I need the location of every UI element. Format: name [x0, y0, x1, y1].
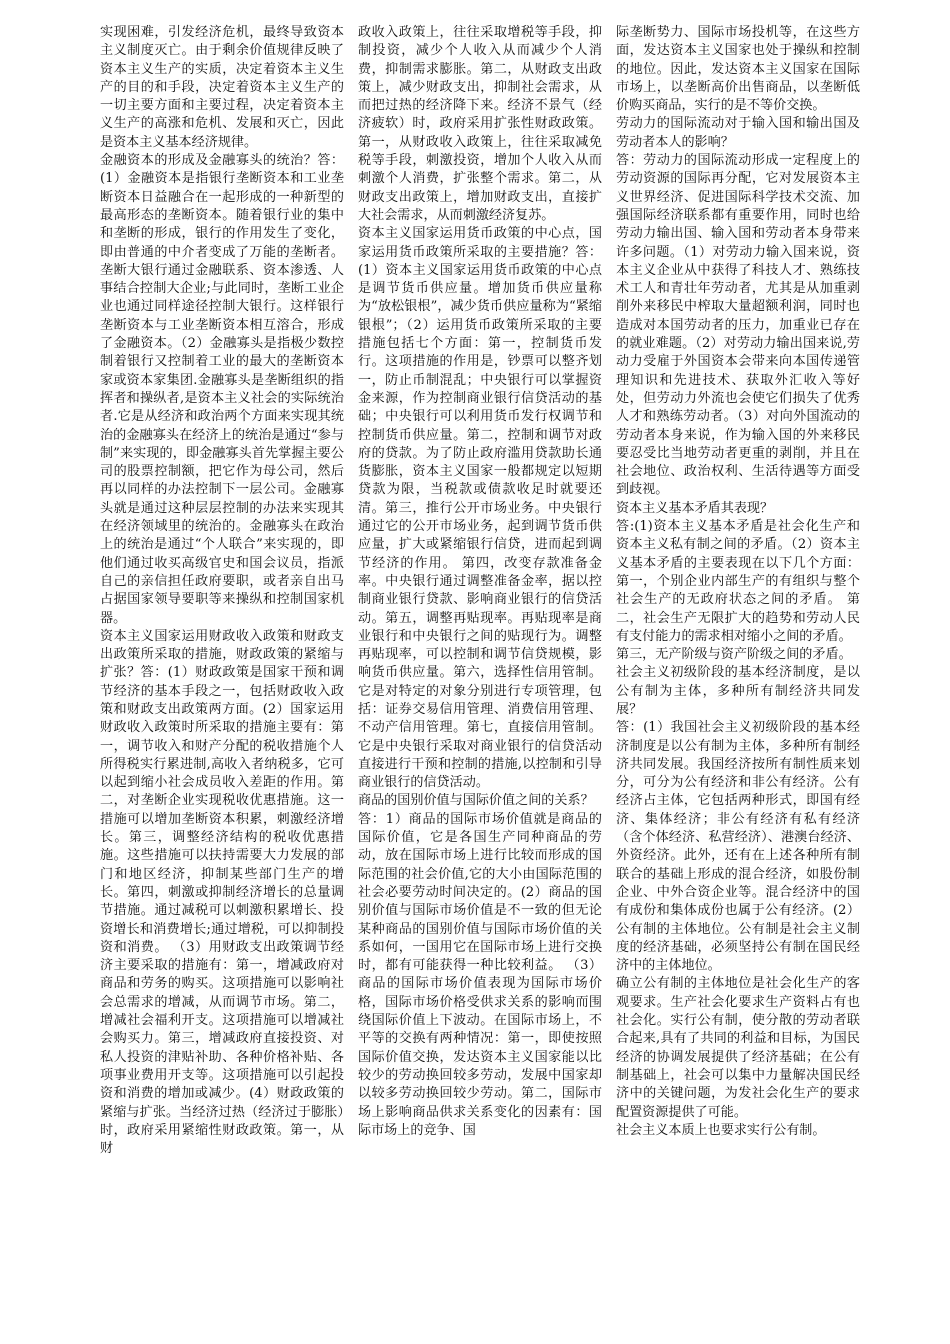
- question-heading: 劳动力的国际流动对于输入国和输出国及劳动者本人的影响？: [616, 116, 860, 150]
- paragraph: 政收入政策上，往往采取增税等手段，抑制投资，减少个人收入从而减少个人消费，抑制需求膨胀。第二，从财政支出政策上，减少财政支出，抑制社会需求，从而把过热的经济降下来。经济不景气（经济疲软）时，政府采用扩张性财政政策。第一，从财政收入政策上，往往采取减免税等手段，刺激投资，增加个人收入从而刺激个人消费，扩张整个需求。第二，从财政支出政策上，增加财政支出，直接扩大社会需求，从而刺激经济复苏。: [358, 25, 602, 223]
- paragraph: 答：劳动力的国际流动形成一定程度上的劳动资源的国际再分配，它对发展资本主义世界经济、促进国际科学技术交流、加强国际经济联系都有重要作用，同时也给劳动力输出国、输入国和劳动者本身带来许多问题。（1）对劳动力输入国来说，资本主义企业从中获得了科技人才、熟练技术工人和青壮年劳动者，尤其是从加重剥削外来移民中榨取大量超额利润，同时也造成对本国劳动者的压力，加重业已存在的就业难题。（2）对劳动力输出国来说,劳动力受雇于外国资本会带来向本国传递管理知识和先进技术、获取外汇收入等好处，但劳动力外流也会使它们损失了优秀人才和熟练劳动者。（3）对向外国流动的劳动者本身来说，作为输入国的外来移民要忍受比当地劳动者更重的剥削，并且在社会地位、政治权利、生活待遇等方面受到歧视。: [616, 153, 860, 498]
- question-heading: 社会主义初级阶段的基本经济制度，是以公有制为主体，多种所有制经济共同发展？: [616, 665, 860, 717]
- document-page: [100, 24, 860, 1334]
- paragraph: 答：1）商品的国际市场价值就是商品的国际价值，它是各国生产同种商品的劳动，放在国际市场上进行比较而形成的国际范围的社会价值,它的大小由国际范围的社会必要劳动时间决定的。(2）商品的国别价值与国际市场价值是不一致的但无论某种商品的国别价值与国际市场价值的关系如何，一国用它在国际市场上进行交换时，都有可能获得一种比较利益。 （3）商品的国际市场价值表现为国际市场价格，国际市场价格受供求关系的影响而围绕国际价值上下波动。在国际市场上，不平等的交换有两种情况：第一，即使按照国际价值交换，发达资本主义国家能以比较少的劳动换回较多劳动，发展中国家却以较多劳动换回较少劳动。第二，国际市场上影响商品供求关系变化的因素有：国际市场上的竞争、国: [358, 811, 602, 1138]
- paragraph: 资本主义国家运用货币政策的中心点，国家运用货币政策所采取的主要措施？答：(1）资本主义国家运用货币政策的中心点是调节货币供应量。增加货币供应量称为“放松银根”，减少货币供应量称为“紧缩银根”；（2）运用货币政策所采取的主要措施包括七个方面：第一，控制货币发行。这项措施的作用是，钞票可以整齐划一，防止币制混乱；中央银行可以掌握资金来源，作为控制商业银行信贷活动的基础；中央银行可以利用货币发行权调节和控制货币供应量。第二，控制和调节对政府的贷款。为了防止政府滥用贷款助长通货膨胀，资本主义国家一般都规定以短期贷款为限，当税款或债款收足时就要还清。第三，推行公开市场业务。中央银行通过它的公开市场业务，起到调节货币供应量，扩大或紧缩银行信贷，进而起到调节经济的作用。 第四，改变存款准备金率。中央银行通过调整准备金率，据以控制商业银行贷款、影响商业银行的信贷活动。第五，调整再贴现率。再贴现率是商业银行和中央银行之间的贴现行为。调整再贴现率，可以控制和调节信贷规模，影响货币供应量。第六，选择性信用管制。它是对特定的对象分别进行专项管理，包括：证券交易信用管理、消费信用管理、不动产信用管理。第七，直接信用管制。它是中央银行采取对商业银行的信贷活动直接进行干预和控制的措施,以控制和引导商业银行的信贷活动。: [358, 226, 602, 791]
- paragraph: 确立公有制的主体地位是社会化生产的客观要求。生产社会化要求生产资料占有也社会化。实行公有制，使分散的劳动者联合起来,具有了共同的利益和目标，为国民经济的协调发展提供了经济基础；在公有制基础上，社会可以集中力量解决国民经济中的关键问题，为发社会化生产的要求配置资源提供了可能。: [616, 976, 860, 1120]
- text-column-1: [100, 24, 344, 1334]
- paragraph: 金融资本的形成及金融寡头的统治？答：(1）金融资本是指银行垄断资本和工业垄断资本日益融合在一起形成的一种新型的最高形态的垄断资本。随着银行业的集中和垄断的形成，银行的作用发生了变化，即由普通的中介者变成了万能的垄断者。垄断大银行通过金融联系、资本渗透、人事结合控制大企业;与此同时，垄断工业企业也通过同样途径控制大银行。这样银行垄断资本与工业垄断资本相互溶合，形成了金融资本。（2）金融寡头是指极少数控制着银行又控制着工业的最大的垄断资本家或资本家集团.金融寡头是垄断组织的指挥者和操纵者,是资本主义社会的实际统治者.它是从经济和政治两个方面来实现其统治的金融寡头在经济上的统治是通过“参与制”来实现的，即金融寡头首先掌握主要公司的股票控制额，把它作为母公司，然后再以同样的办法控制下一层公司。金融寡头就是通过这种层层控制的办法来实现其在经济领域里的统治的。金融寡头在政治上的统治是通过“个人联合”来实现的，即他们通过收买高级官史和国会议员，指派自己的亲信担任政府要职，或者亲自出马占据国家领导要职等来操纵和控制国家机器。: [100, 153, 344, 626]
- question-heading: 商品的国别价值与国际价值之间的关系？: [358, 793, 594, 809]
- paragraph: 答：(1）我国社会主义初级阶段的基本经济制度是以公有制为主体，多种所有制经济共同发展。我国经济按所有制性质来划分，可分为公有经济和非公有经济。公有经济占主体，它包括两种形式，即国有经济、集体经济；非公有经济有私有经济（含个体经济、私营经济）、港澳台经济、外资经济。此外，还有在上述各种所有制联合的基础上形成的混合经济，如股份制企业、中外合资企业等。混合经济中的国有成份和集体成份也属于公有经济。(2）公有制的主体地位。公有制是社会主义制度的经济基础，必须坚持公有制在国民经济中的主体地位。: [616, 720, 860, 974]
- text-column-3: [616, 24, 860, 1334]
- paragraph: 资本主义国家运用财政收入政策和财政支出政策所采取的措施，财政政策的紧缩与扩张？答：(1）财政政策是国家干预和调节经济的基本手段之一，包括财政收入政策和财政支出政策两方面。(2）国家运用财政收入政策时所采取的措施主要有：第一，调节收入和财产分配的税收措施个人所得税实行累进制,高收入者纳税多，它可以起到缩小社会成员收入差距的作用。第二，对垄断企业实现税收优惠措施。这一措施可以增加垄断资本积累，刺激经济增长。第三，调整经济结构的税收优惠措施。这些措施可以扶持需要大力发展的部门和地区经济，抑制某些部门生产的增长。第四，刺激或抑制经济增长的总量调节措施。通过减税可以刺激积累增长、投资增长和消费增长;通过增税，可以抑制投资和消费。 （3）用财政支出政策调节经济主要采取的措施有：第一，增减政府对商品和劳务的购买。这项措施可以影响社会总需求的增减，从而调节市场。第二，增减社会福利开支。这项措施可以增减社会购买力。第三，增减政府直接投资、对私人投资的津贴补助、各种价格补贴、各项事业费用开支等。这项措施可以引起投资和消费的增加或减少。(4）财政政策的紧缩与扩张。当经济过热（经济过于膨胀）时，政府采用紧缩性财政政策。第一，从财: [100, 628, 344, 1157]
- question-heading: 资本主义基本矛盾其表现？: [616, 500, 774, 516]
- paragraph: 实现困难，引发经济危机，最终导致资本主义制度灭亡。由于剩余价值规律反映了资本主义生产的实质，决定着资本主义生产的目的和手段，决定着资本主义生产的一切主要方面和主要过程，决定着资本主义生产的高涨和危机、发展和灭亡，因此是资本主义基本经济规律。: [100, 25, 344, 150]
- paragraph: 际垄断势力、国际市场投机等，在这些方面，发达资本主义国家也处于操纵和控制的地位。因此，发达资本主义国家在国际市场上，以垄断高价出售商品，以垄断低价购买商品，实行的是不等价交换。: [616, 25, 860, 114]
- paragraph: 社会主义本质上也要求实行公有制。: [616, 1122, 826, 1138]
- text-column-2: [358, 24, 602, 1334]
- paragraph: 第三，无产阶级与资产阶级之间的矛盾。: [616, 647, 852, 663]
- paragraph: 答:(1)资本主义基本矛盾是社会化生产和资本主义私有制之间的矛盾。（2）资本主义基本矛盾的主要表现在以下几个方面： 第一，个别企业内部生产的有组织与整个社会生产的无政府状态之间的矛盾。 第二，社会生产无限扩大的趋势和劳动人民有支付能力的需求相对缩小之间的矛盾。: [616, 519, 860, 644]
